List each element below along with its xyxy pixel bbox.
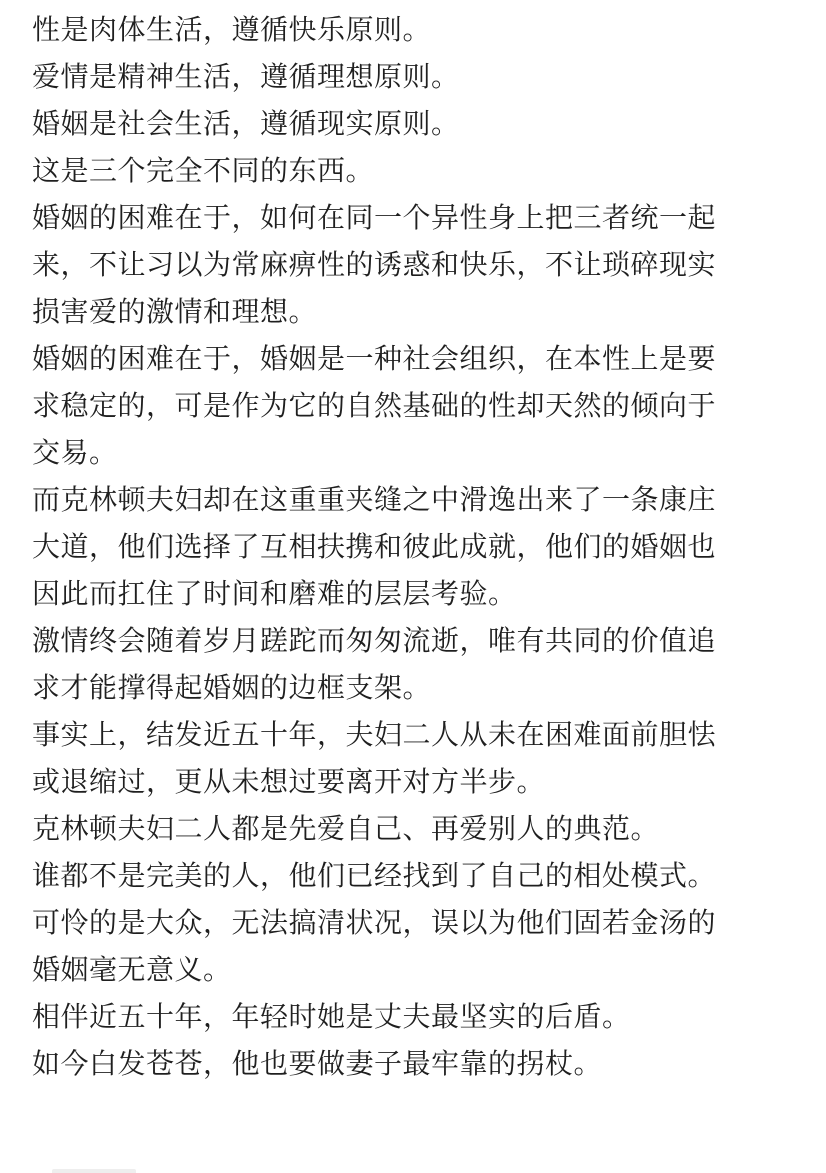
text-line: 求才能撑得起婚姻的边框支架。	[32, 671, 432, 704]
text-line: 相伴近五十年，年轻时她是丈夫最坚实的后盾。	[32, 1000, 631, 1033]
paragraph	[32, 335, 812, 476]
text-line: 谁都不是完美的人，他们已经找到了自己的相处模式。	[32, 859, 717, 892]
article-body	[32, 6, 812, 1087]
text-line: 大道，他们选择了互相扶携和彼此成就，他们的婚姻也	[32, 530, 717, 563]
text-line: 损害爱的激情和理想。	[32, 295, 318, 328]
paragraph	[32, 805, 812, 852]
text-line: 因此而扛住了时间和磨难的层层考验。	[32, 577, 517, 610]
paragraph	[32, 711, 812, 805]
text-line: 克林顿夫妇二人都是先爱自己、再爱别人的典范。	[32, 812, 660, 845]
paragraph	[32, 617, 812, 711]
text-line: 爱情是精神生活，遵循理想原则。	[32, 60, 460, 93]
text-line: 事实上，结发近五十年，夫妇二人从未在困难面前胆怯	[32, 718, 717, 751]
text-line: 或退缩过，更从未想过要离开对方半步。	[32, 765, 546, 798]
paragraph	[32, 53, 812, 100]
text-line: 而克林顿夫妇却在这重重夹缝之中滑逸出来了一条康庄	[32, 483, 717, 516]
text-line: 交易。	[32, 436, 118, 469]
paragraph	[32, 1040, 812, 1087]
text-line: 可怜的是大众，无法搞清状况，误以为他们固若金汤的	[32, 906, 717, 939]
bottom-edge-mark	[52, 1169, 136, 1173]
paragraph	[32, 476, 812, 617]
text-line: 婚姻毫无意义。	[32, 953, 232, 986]
text-line: 性是肉体生活，遵循快乐原则。	[32, 13, 432, 46]
paragraph	[32, 100, 812, 147]
text-line: 婚姻的困难在于，婚姻是一种社会组织，在本性上是要	[32, 342, 717, 375]
text-line: 婚姻是社会生活，遵循现实原则。	[32, 107, 460, 140]
text-line: 这是三个完全不同的东西。	[32, 154, 375, 187]
text-line: 激情终会随着岁月蹉跎而匆匆流逝，唯有共同的价值追	[32, 624, 717, 657]
paragraph	[32, 852, 812, 899]
text-line: 如今白发苍苍，他也要做妻子最牢靠的拐杖。	[32, 1047, 603, 1080]
text-line: 求稳定的，可是作为它的自然基础的性却天然的倾向于	[32, 389, 717, 422]
paragraph	[32, 147, 812, 194]
paragraph	[32, 899, 812, 993]
paragraph	[32, 194, 812, 335]
paragraph	[32, 6, 812, 53]
paragraph	[32, 993, 812, 1040]
text-line: 来，不让习以为常麻痹性的诱惑和快乐，不让琐碎现实	[32, 248, 717, 281]
text-line: 婚姻的困难在于，如何在同一个异性身上把三者统一起	[32, 201, 717, 234]
